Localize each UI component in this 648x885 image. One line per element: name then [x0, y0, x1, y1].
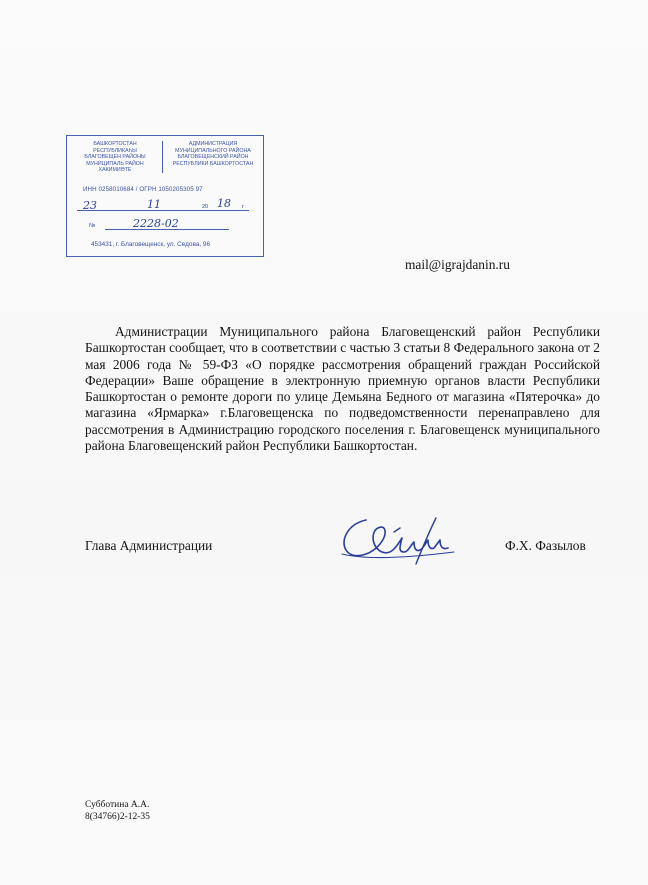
recipient-email: mail@igrajdanin.ru [405, 257, 510, 272]
stamp-bashkir-text: БАШКОРТОСТАН РЕСПУБЛИКАҺЫ БЛАГОВЕЩЕН РАЙОНЫ МУНИЦИПАЛЬ РАЙОН ХАКИМИӘТЕ [84, 141, 146, 174]
stamp-russian-text: АДМИНИСТРАЦИЯ МУНИЦИПАЛЬНОГО РАЙОНА БЛАГОВЕЩЕНСКИЙ РАЙОН РЕСПУБЛИКИ БАШКОРТОСТАН [172, 141, 254, 167]
letter-body-paragraph: Администрации Муниципального района Благовещенский район Республики Башкортостан сообщает, что в соответствии с частью 3 статьи 8 Федерального закона от 2 мая 2006 года № 59-ФЗ «О порядке рассмотрения обращений граждан Российской Федерации» Ваше обращение в электронную приемную органов власти Республики Башкортостан о ремонте дороги по улице Демьяна Бедного от магазина «Пятерочка» до магазина «Ярмарка» г.Благовещенска по подведомственности перенаправлено для рассмотрения в Администрацию городского поселения г. Благовещенск муниципального района Благовещенский район Республики Башкортостан. [85, 324, 600, 454]
stamp-date-line [77, 210, 249, 211]
stamp-year-prefix: 20 [202, 204, 209, 210]
letter-body [85, 324, 600, 454]
stamp-inn: ИНН 0258010684 / ОГРН 1050205305 97 [83, 186, 203, 193]
executor-phone: 8(34766)2-12-35 [85, 811, 150, 822]
stamp-number: 2228-02 [133, 217, 179, 230]
stamp-divider [162, 141, 163, 173]
signatory-name: Ф.Х. Фазылов [505, 538, 586, 553]
stamp-year-suffix: г [242, 204, 245, 210]
executor-info [85, 800, 150, 823]
stamp-day: 23 [83, 199, 97, 212]
stamp-year: 18 [217, 197, 231, 210]
stamp-address: 453431, г. Благовещенск, ул. Седова, 96 [91, 241, 210, 248]
signatory-title: Глава Администрации [85, 538, 213, 553]
handwritten-signature [336, 510, 461, 570]
executor-name: Субботина А.А. [85, 800, 150, 810]
stamp-number-label: № [89, 223, 96, 229]
stamp-month: 11 [147, 198, 161, 211]
registration-stamp [66, 135, 264, 257]
